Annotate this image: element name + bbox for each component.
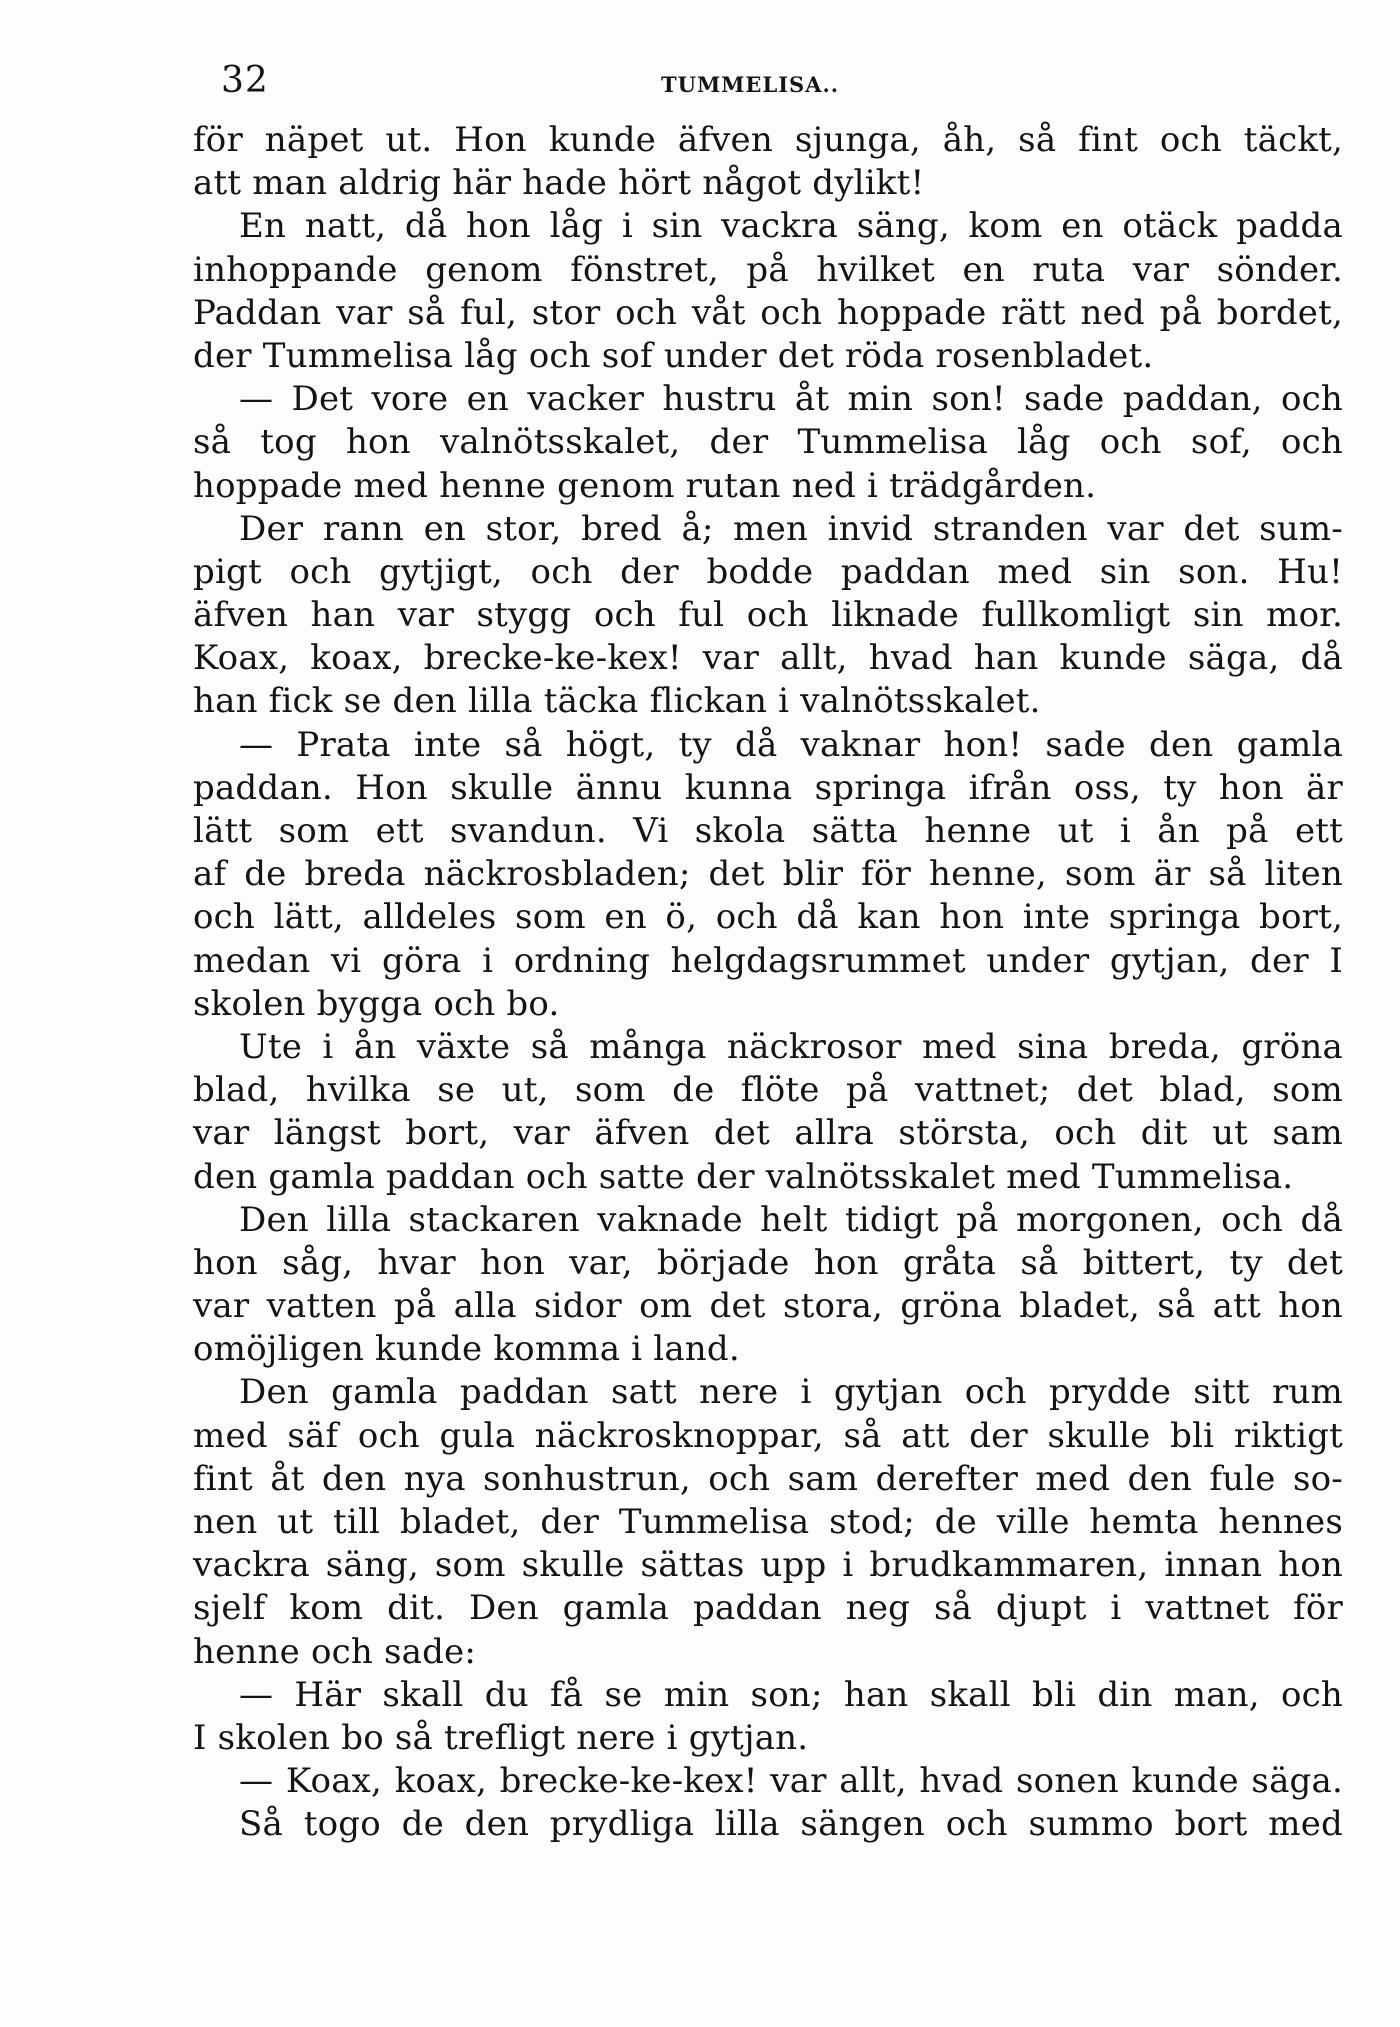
page-header <box>193 60 1343 120</box>
text-line: och lätt, alldeles som en ö, och då kan hon inte springa bort, <box>193 897 1343 938</box>
text-line: fint åt den nya sonhustrun, och sam derefter med den fule so- <box>193 1458 1343 1499</box>
text-line: — Koax, koax, brecke-ke-kex! var allt, hvad sonen kunde säga. <box>239 1761 1343 1802</box>
text-line: En natt, då hon låg i sin vackra säng, kom en otäck padda <box>239 206 1343 247</box>
text-line: med säf och gula näckrosknoppar, så att der skulle bli riktigt <box>193 1415 1343 1456</box>
text-line: omöjligen kunde komma i land. <box>193 1329 740 1370</box>
text-line: Koax, koax, brecke-ke-kex! var allt, hvad han kunde säga, då <box>193 638 1343 679</box>
text-line: så tog hon valnötsskalet, der Tummelisa låg och sof, och <box>193 422 1343 463</box>
text-line: hon såg, hvar hon var, började hon gråta så bittert, ty det <box>193 1242 1343 1283</box>
text-line: der Tummelisa låg och sof under det röda rosenbladet. <box>193 335 1154 376</box>
text-line: var vatten på alla sidor om det stora, gröna bladet, så att hon <box>193 1286 1343 1327</box>
text-line: hoppade med henne genom rutan ned i trädgården. <box>193 465 1097 506</box>
text-line: var längst bort, var äfven det allra största, och dit ut sam <box>193 1113 1343 1154</box>
text-line: blad, hvilka se ut, som de flöte på vattnet; det blad, som <box>193 1070 1343 1111</box>
text-line: han fick se den lilla täcka flickan i valnötsskalet. <box>193 681 1041 722</box>
text-line: — Här skall du få se min son; han skall bli din man, och <box>239 1674 1343 1715</box>
text-line: Ute i ån växte så många näckrosor med sina breda, gröna <box>239 1026 1343 1067</box>
text-line: henne och sade: <box>193 1631 477 1672</box>
text-line: Så togo de den prydliga lilla sängen och summo bort med <box>239 1804 1343 1845</box>
text-line: lätt som ett svandun. Vi skola sätta henne ut i ån på ett <box>193 811 1343 851</box>
text-line: att man aldrig här hade hört något dylikt! <box>193 163 925 204</box>
text-line: Der rann en stor, bred å; men invid stranden var det sum- <box>239 508 1343 549</box>
text-line: medan vi göra i ordning helgdagsrummet under gytjan, der I <box>193 940 1343 981</box>
text-line: inhoppande genom fönstret, på hvilket en ruta var sönder. <box>193 249 1343 290</box>
text-line: Den lilla stackaren vaknade helt tidigt på morgonen, och då <box>239 1199 1343 1240</box>
text-line: Paddan var så ful, stor och våt och hoppade rätt ned på bordet, <box>193 292 1343 333</box>
text-line: skolen bygga och bo. <box>193 983 560 1024</box>
text-line: nen ut till bladet, der Tummelisa stod; de ville hemta hennes <box>193 1502 1343 1542</box>
page-number: 32 <box>221 60 269 101</box>
text-line: — Det vore en vacker hustru åt min son! sade paddan, och <box>239 379 1343 420</box>
text-line: sjelf kom dit. Den gamla paddan neg så djupt i vattnet för <box>193 1588 1343 1629</box>
text-line: I skolen bo så trefligt nere i gytjan. <box>193 1717 809 1758</box>
text-line: äfven han var stygg och ful och liknade fullkomligt sin mor. <box>193 595 1343 636</box>
text-line: pigt och gytjigt, och der bodde paddan med sin son. Hu! <box>193 551 1343 592</box>
text-line: af de breda näckrosbladen; det blir för henne, som är så liten <box>193 854 1343 895</box>
text-line: för näpet ut. Hon kunde äfven sjunga, åh, så fint och täckt, <box>193 120 1343 160</box>
text-line: den gamla paddan och satte der valnötsskalet med Tummelisa. <box>193 1156 1294 1197</box>
body-text <box>193 119 1343 1847</box>
text-line: — Prata inte så högt, ty då vaknar hon! sade den gamla <box>239 724 1343 765</box>
text-line: paddan. Hon skulle ännu kunna springa ifrån oss, ty hon är <box>193 767 1343 808</box>
text-line: vackra säng, som skulle sättas upp i brudkammaren, innan hon <box>193 1545 1343 1586</box>
text-line: Den gamla paddan satt nere i gytjan och prydde sitt rum <box>239 1372 1343 1413</box>
running-title: TUMMELISA.. <box>661 72 840 97</box>
